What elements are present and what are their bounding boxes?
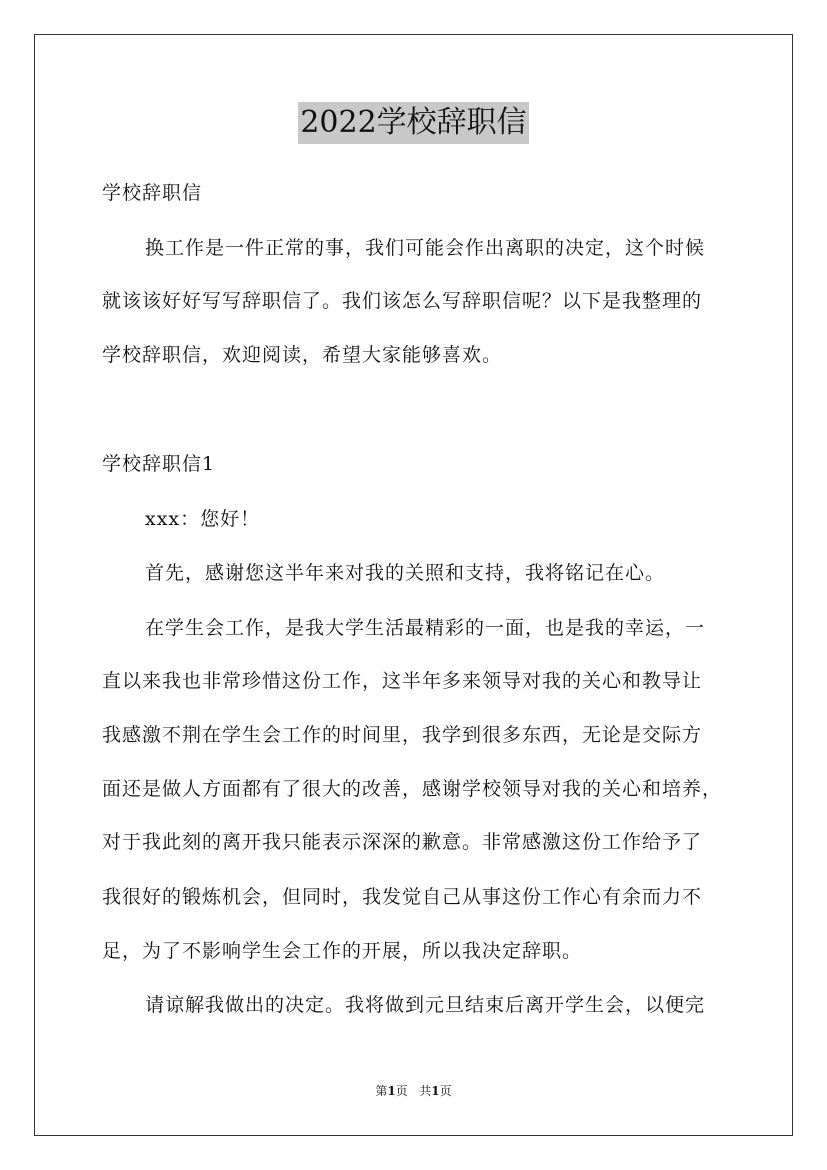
document-title-text: 2022学校辞职信 [298,102,528,144]
section-heading: 学校辞职信1 [102,453,216,475]
paragraph-line: 换工作是一件正常的事，我们可能会作出离职的决定，这个时候 [145,237,706,259]
paragraph-line: 我感激不荆在学生会工作的时间里，我学到很多东西，无论是交际方 [102,724,703,746]
document-title [0,102,827,144]
paragraph-line: 直以来我也非常珍惜这份工作，这半年多来领导对我的关心和教导让 [102,670,703,692]
paragraph-line: 我很好的锻炼机会，但同时，我发觉自己从事这份工作心有余而力不 [102,886,703,908]
paragraph-line: 请谅解我做出的决定。我将做到元旦结束后离开学生会，以便完 [145,994,706,1016]
paragraph-line: 对于我此刻的离开我只能表示深深的歉意。非常感激这份工作给予了 [102,831,703,853]
footer-page-number: 1 [387,1084,396,1098]
paragraph-line: 面还是做人方面都有了很大的改善，感谢学校领导对我的关心和培养， [102,778,723,800]
paragraph-line: 学校辞职信，欢迎阅读，希望大家能够喜欢。 [102,344,503,366]
section-heading: 学校辞职信 [102,182,203,204]
paragraph-line: 首先，感谢您这半年来对我的关照和支持，我将铭记在心。 [145,562,666,584]
salutation-line: xxx：您好！ [145,508,261,530]
paragraph-line: 就该该好好写写辞职信了。我们该怎么写辞职信呢？以下是我整理的 [102,290,703,312]
footer-page-prefix: 第 [375,1084,388,1098]
paragraph-line: 在学生会工作，是我大学生活最精彩的一面，也是我的幸运，一 [145,617,706,639]
page-footer [0,1083,827,1099]
footer-total-suffix: 页 [439,1084,452,1098]
footer-page-suffix: 页 [395,1084,408,1098]
footer-total-number: 1 [431,1084,440,1098]
footer-total-prefix: 共 [419,1084,432,1098]
paragraph-line: 足，为了不影响学生会工作的开展，所以我决定辞职。 [102,940,583,962]
